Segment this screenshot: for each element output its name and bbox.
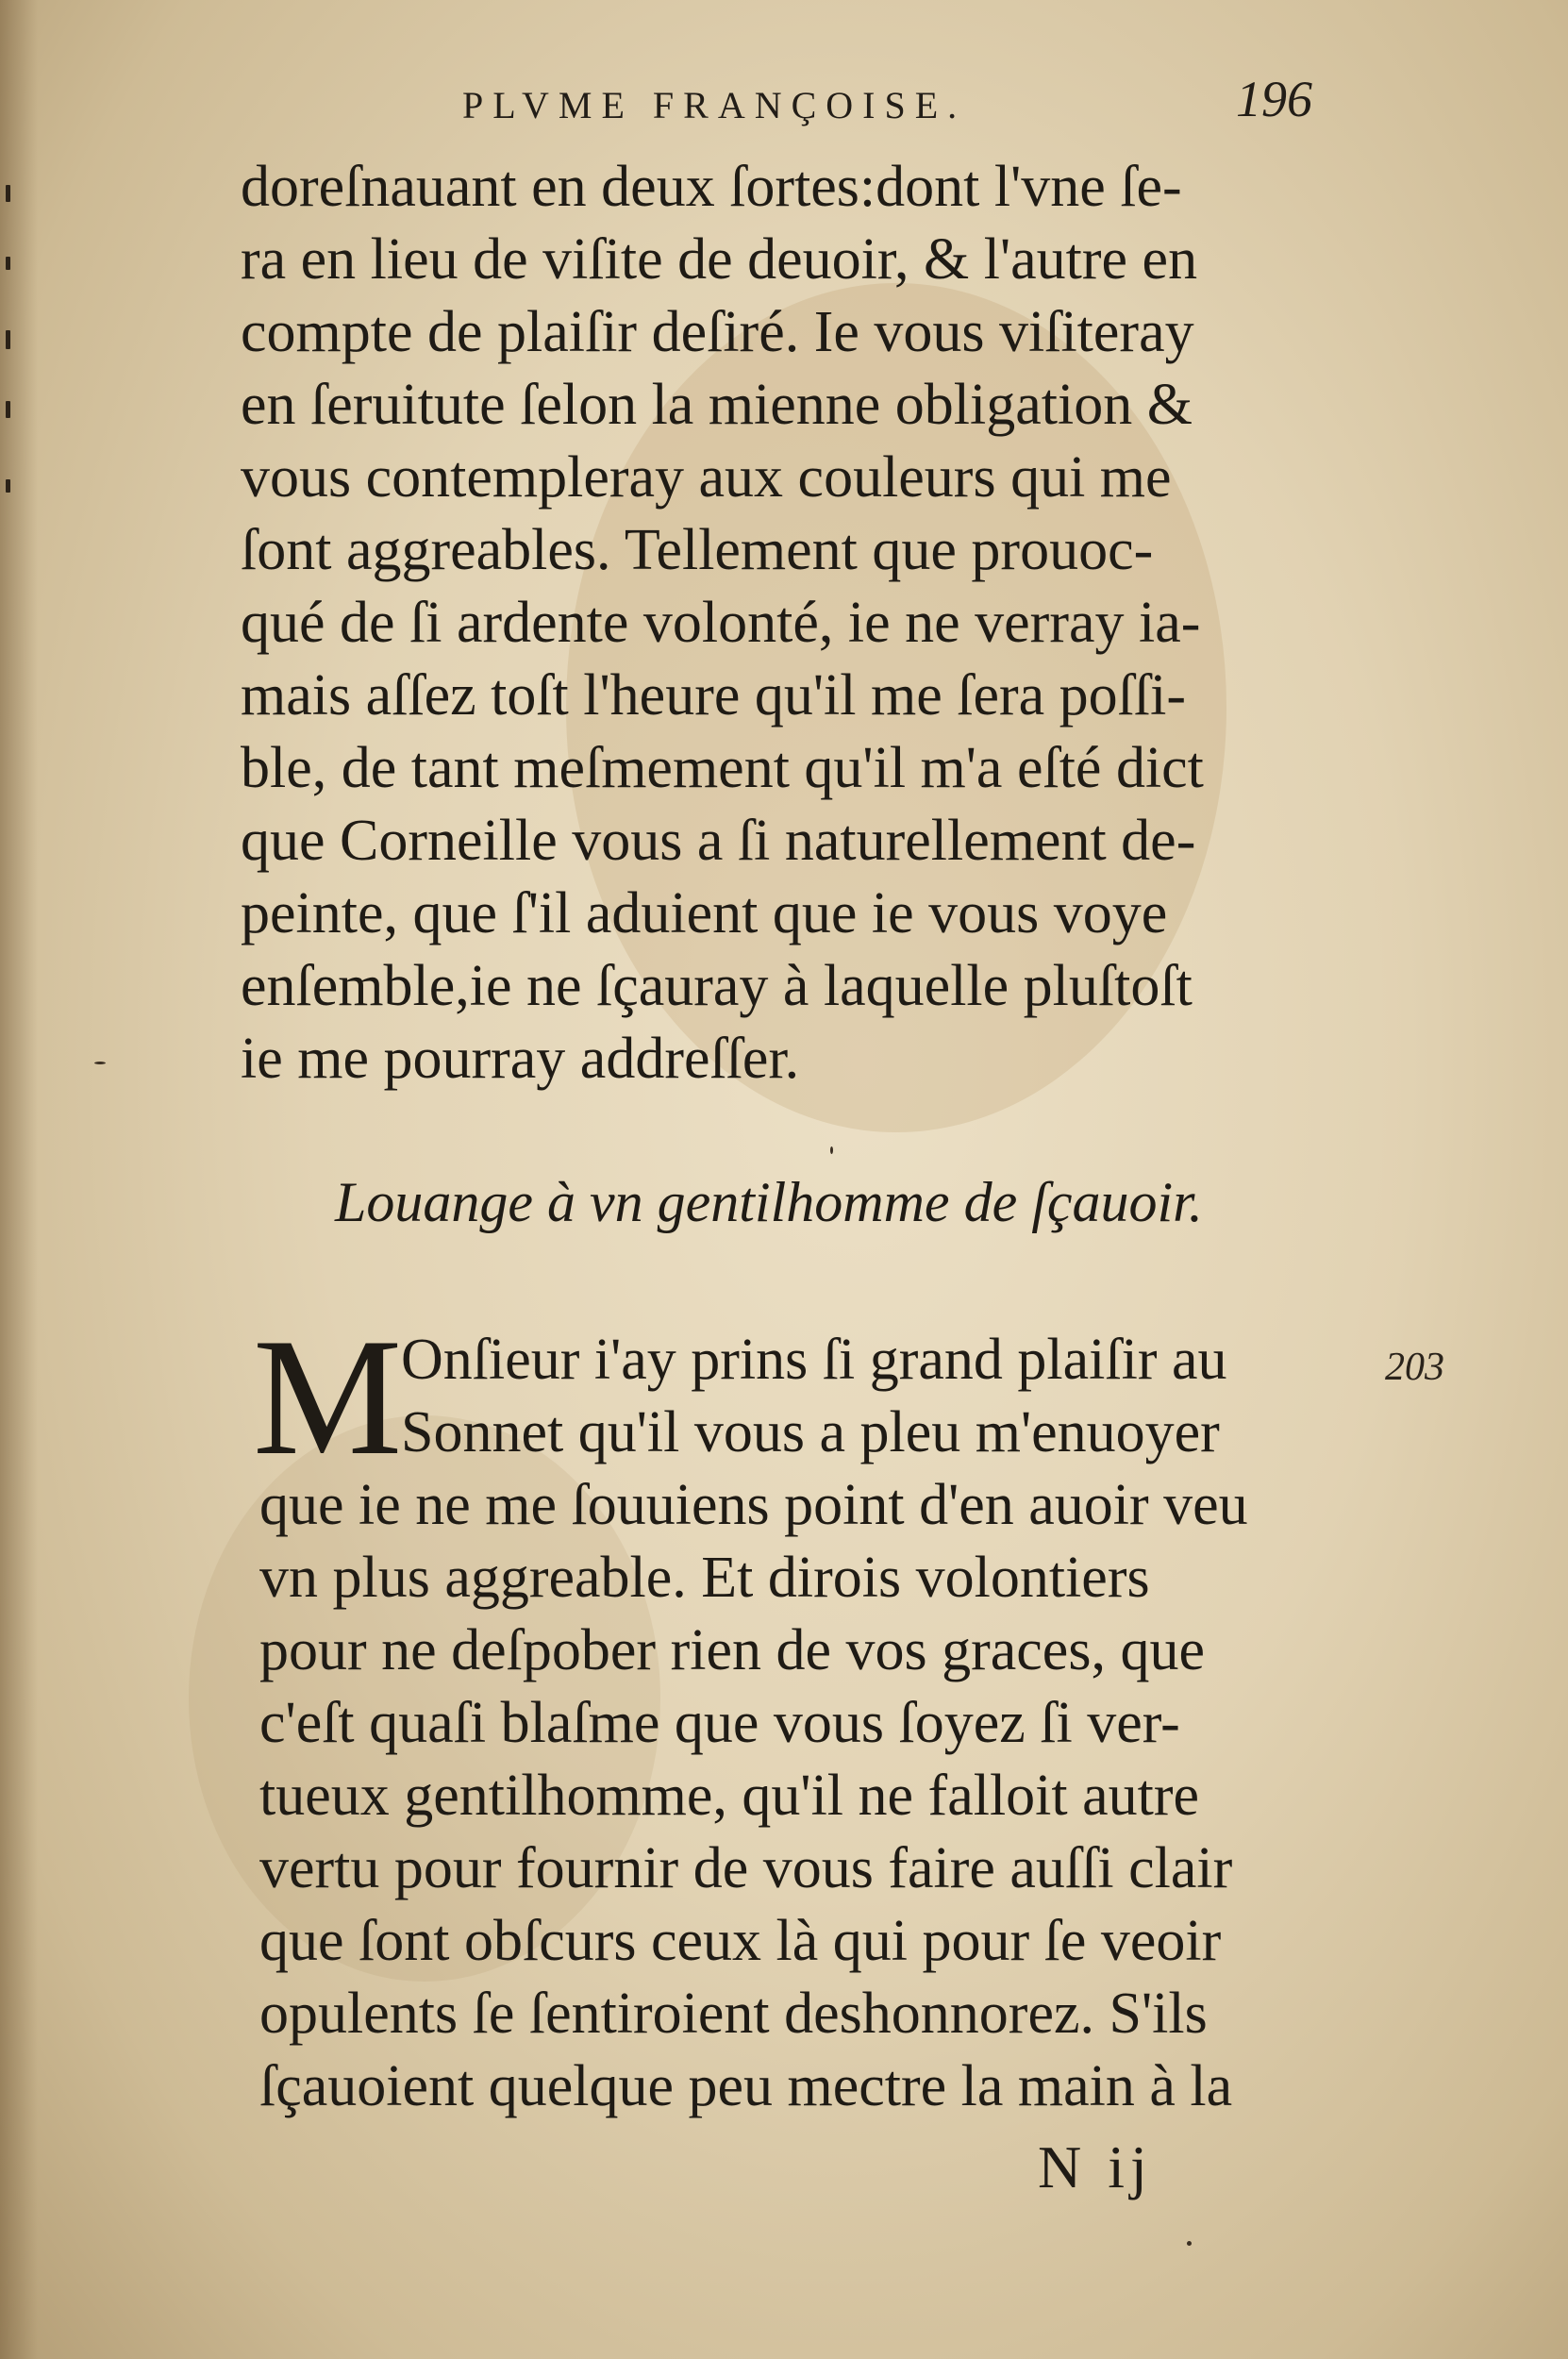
text-line: que ie ne me ſouuiens point d'en auoir veu xyxy=(259,1473,1248,1537)
margin-note: 203 xyxy=(1385,1346,1444,1389)
page-number: 196 xyxy=(1236,71,1312,127)
ink-speck xyxy=(830,1146,833,1154)
text-line: vous contempleray aux couleurs qui me xyxy=(241,445,1172,510)
ink-mark xyxy=(6,185,10,202)
text-line: qué de ſi ardente volonté, ie ne verray ia- xyxy=(241,591,1201,655)
text-line: en ſeruitute ſelon la mienne obligation & xyxy=(241,373,1193,437)
text-line: c'eſt quaſi blaſme que vous ſoyez ſi ver- xyxy=(259,1691,1180,1755)
ink-mark xyxy=(6,330,10,349)
text-line: mais aſſez toſt l'heure qu'il me ſera poſſi- xyxy=(241,663,1186,728)
ink-speck xyxy=(1187,2241,1192,2246)
text-line: vn plus aggreable. Et dirois volontiers xyxy=(259,1546,1150,1610)
text-line: que Corneille vous a ſi naturellement de- xyxy=(241,809,1196,873)
text-line: opulents ſe ſentiroient deshonnorez. S'ils xyxy=(259,1982,1208,2046)
text-line: ie me pourray addreſſer. xyxy=(241,1027,800,1091)
text-line: ſont aggreables. Tellement que prouoc- xyxy=(241,518,1154,582)
text-line: peinte, que ſ'il aduient que ie vous voye xyxy=(241,881,1168,945)
running-head: PLVME FRANÇOISE. xyxy=(462,84,967,126)
text-line: Onſieur i'ay prins ſi grand plaiſir au xyxy=(401,1328,1227,1392)
text-line: Sonnet qu'il vous a pleu m'enuoyer xyxy=(401,1400,1220,1464)
text-line: que ſont obſcurs ceux là qui pour ſe veoir xyxy=(259,1909,1222,1973)
text-line: ble, de tant meſmement qu'il m'a eſté dict xyxy=(241,736,1204,800)
section-heading: Louange à vn gentilhomme de ſçauoir. xyxy=(335,1171,1203,1233)
ink-mark xyxy=(6,479,10,493)
text-line: vertu pour fournir de vous faire auſſi clair xyxy=(259,1836,1233,1900)
ink-mark xyxy=(6,401,10,418)
text-line: enſemble,ie ne ſçauray à laquelle pluſtoſt xyxy=(241,954,1193,1018)
text-line: ra en lieu de viſite de deuoir, & l'autre en xyxy=(241,227,1198,292)
text-line: pour ne deſpober rien de vos graces, que xyxy=(259,1618,1205,1682)
text-line: doreſnauant en deux ſortes:dont l'vne ſe- xyxy=(241,155,1182,219)
text-line: compte de plaiſir deſiré. Ie vous viſiteray xyxy=(241,300,1194,364)
text-line: tueux gentilhomme, qu'il ne falloit autre xyxy=(259,1764,1200,1828)
ink-speck xyxy=(94,1062,106,1064)
text-line: ſçauoient quelque peu mectre la main à la xyxy=(259,2054,1233,2118)
signature-mark: N ij xyxy=(1038,2133,1153,2200)
ink-mark xyxy=(6,257,10,270)
paragraph-2 xyxy=(259,1324,1387,2123)
paragraph-1 xyxy=(241,151,1387,1096)
drop-cap: M xyxy=(253,1303,403,1490)
